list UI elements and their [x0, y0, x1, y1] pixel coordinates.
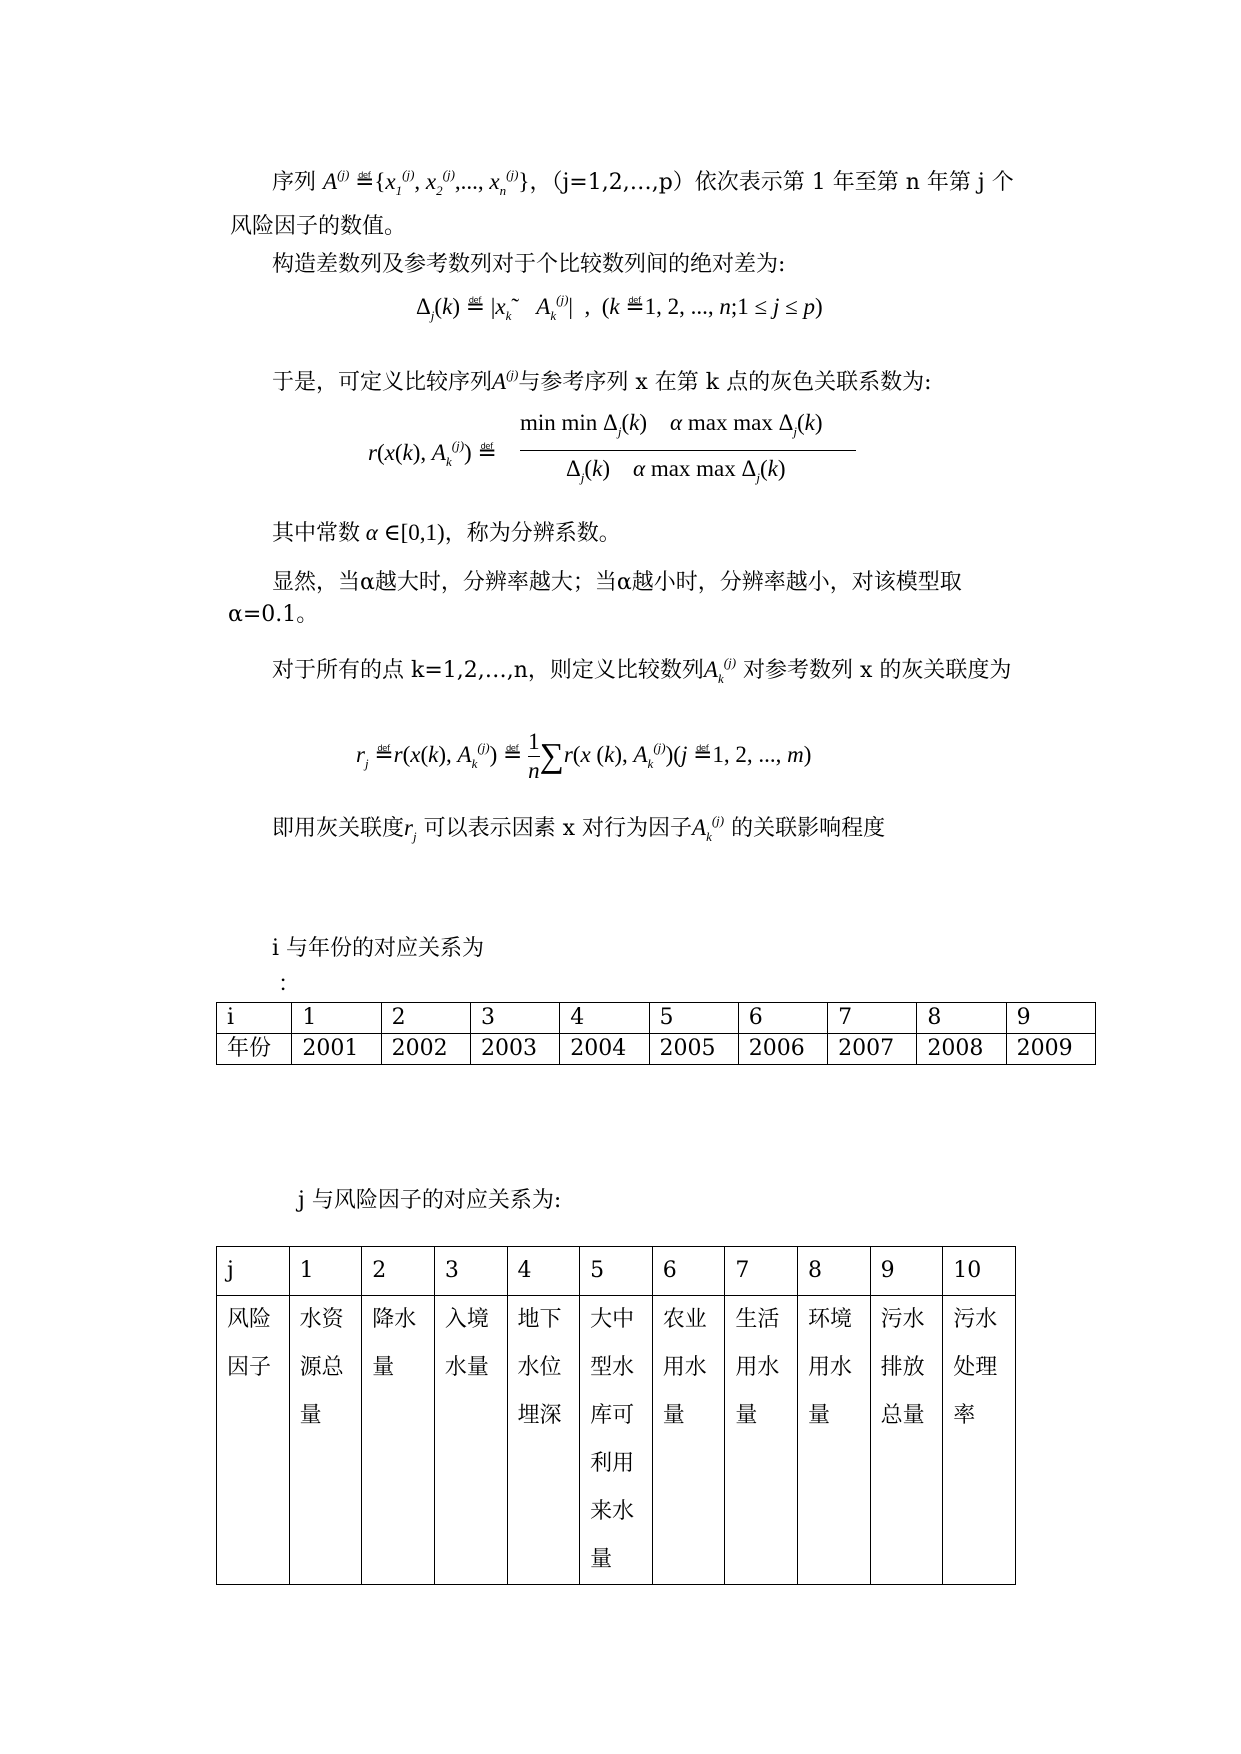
table-cell: 2007 — [828, 1034, 917, 1065]
text-line-4: 于是，可定义比较序列$A^{(j)}$与参考序列 x 在第 k 点的灰色关联系数为: — [272, 367, 932, 395]
factor-table — [216, 1246, 1016, 1585]
text-line-1: 序列 $A^{(j)}$ $≝\{x_1^{(j)}$, $x_2^{(j)}$,..., $x_n^{(j)}$}，（j=1,2,…,p）依次表示第 1 年至第 n 年第 j 个 — [272, 167, 1014, 198]
cell-text-line: 大中 — [590, 1307, 635, 1332]
text-line-3: 构造差数列及参考数列对于个比较数列间的绝对差为: — [272, 252, 786, 277]
cell-text-line: 量 — [735, 1403, 758, 1428]
cell-text-line: 污水 — [953, 1307, 998, 1332]
table-cell: 2005 — [649, 1034, 738, 1065]
table-row — [217, 1034, 1096, 1065]
cell-text-line: 用水 — [662, 1355, 707, 1380]
table-cell: 5 — [580, 1247, 653, 1296]
cell-text-line: 利用 — [590, 1451, 635, 1476]
cell-text-line: 因子 — [227, 1355, 272, 1380]
cell-text-line: 入境 — [444, 1307, 489, 1332]
table-cell: 1 — [292, 1003, 381, 1034]
cell-text-line: 库可 — [590, 1403, 635, 1428]
text-line-2: 风险因子的数值。 — [230, 214, 407, 239]
table-cell — [434, 1296, 507, 1585]
text-line-5: 其中常数 α ∈[0,1)，称为分辨系数。 — [272, 520, 621, 546]
cell-text-line: 处理 — [953, 1355, 998, 1380]
text-line-7: α=0.1。 — [228, 602, 319, 627]
cell-text-line: 风险 — [227, 1307, 272, 1332]
cell-text-line: 生活 — [735, 1307, 780, 1332]
fraction-bar — [520, 450, 856, 451]
cell-text-line: 水资 — [299, 1307, 344, 1332]
table-cell: 3 — [434, 1247, 507, 1296]
cell-text-line: 来水 — [590, 1499, 635, 1524]
table-cell: 9 — [1006, 1003, 1095, 1034]
table-cell: 3 — [470, 1003, 559, 1034]
cell-text-line: 率 — [953, 1403, 976, 1428]
text-line-9: 即用灰关联度$r_j$ 可以表示因素 x 对行为因子$A_k^{(j)}$ 的关联影响程度 — [272, 813, 886, 844]
grey-coefficient-denominator: $\Delta_j(k)$ α $\max \max \Delta_j(k)$ — [566, 456, 786, 485]
cell-text-line: 水位 — [517, 1355, 562, 1380]
abs-diff-formula: $\Delta_j(k)$ ≝ $|x_k˜$ $A_k^{(j)}|$ , (k ≝1, 2, ..., n;1 ≤ j ≤ p) — [416, 292, 823, 323]
table-cell: j — [217, 1247, 290, 1296]
i-table-colon: ： — [278, 972, 301, 997]
year-table — [216, 1002, 1096, 1065]
cell-text-line: 量 — [372, 1355, 395, 1380]
j-table-title: j 与风险因子的对应关系为: — [298, 1188, 562, 1213]
cell-text-line: 用水 — [735, 1355, 780, 1380]
cell-text-line: 水量 — [444, 1355, 489, 1380]
table-cell: 2 — [381, 1003, 470, 1034]
table-cell — [289, 1296, 362, 1585]
table-cell: 2004 — [560, 1034, 649, 1065]
table-cell: 1 — [289, 1247, 362, 1296]
cell-text-line: 型水 — [590, 1355, 635, 1380]
table-cell: 2 — [362, 1247, 435, 1296]
table-cell: 6 — [652, 1247, 725, 1296]
cell-text-line: 环境 — [808, 1307, 853, 1332]
grey-coefficient-numerator: $\min \min \Delta_j(k)$ α $\max \max \Delta_j(k)$ — [520, 410, 823, 439]
table-cell — [652, 1296, 725, 1585]
table-cell: 年份 — [217, 1034, 292, 1065]
table-cell: 4 — [507, 1247, 580, 1296]
table-cell: 9 — [870, 1247, 943, 1296]
table-cell: 2006 — [738, 1034, 827, 1065]
cell-text-line: 源总 — [299, 1355, 344, 1380]
table-cell: 7 — [828, 1003, 917, 1034]
relational-degree-formula: $r_j$ ≝r(x(k), $A_k^{(j)}$) ≝ $\frac{1}{n}$ ∑r(x (k), $A_k^{(j)})(j$ ≝1, 2, ..., m) — [356, 729, 812, 783]
grey-coefficient-lhs: r(x(k), $A_k^{(j)}$) ≝ — [368, 438, 497, 469]
table-cell — [725, 1296, 798, 1585]
table-cell: 2003 — [470, 1034, 559, 1065]
cell-text-line: 农业 — [662, 1307, 707, 1332]
table-cell: 8 — [798, 1247, 871, 1296]
table-cell: 2008 — [917, 1034, 1006, 1065]
table-cell: 4 — [560, 1003, 649, 1034]
sequence-formula: $A^{(j)}$ $≝\{x_1^{(j)}$, $x_2^{(j)}$,..., $x_n^{(j)}$} — [323, 167, 530, 198]
table-cell: 6 — [738, 1003, 827, 1034]
table-cell: 2001 — [292, 1034, 381, 1065]
table-row — [217, 1296, 1016, 1585]
table-cell — [362, 1296, 435, 1585]
table-cell — [217, 1296, 290, 1585]
cell-text-line: 总量 — [880, 1403, 925, 1428]
cell-text-line: 量 — [299, 1403, 322, 1428]
cell-text-line: 量 — [662, 1403, 685, 1428]
i-table-title: i 与年份的对应关系为 — [272, 936, 485, 961]
cell-text-line: 地下 — [517, 1307, 562, 1332]
cell-text-line: 埋深 — [517, 1403, 562, 1428]
table-row — [217, 1003, 1096, 1034]
table-cell: 5 — [649, 1003, 738, 1034]
table-cell — [798, 1296, 871, 1585]
cell-text-line: 量 — [808, 1403, 831, 1428]
table-cell — [870, 1296, 943, 1585]
table-cell — [943, 1296, 1016, 1585]
cell-text-line: 排放 — [880, 1355, 925, 1380]
text-line-8: 对于所有的点 k=1,2,…,n，则定义比较数列$A_k^{(j)}$ 对参考数列 x 的灰关联度为 — [272, 655, 1012, 686]
cell-text-line: 污水 — [880, 1307, 925, 1332]
table-cell: 2009 — [1006, 1034, 1095, 1065]
cell-text-line: 用水 — [808, 1355, 853, 1380]
table-cell: 7 — [725, 1247, 798, 1296]
table-cell — [507, 1296, 580, 1585]
text-line-6: 显然，当α越大时，分辨率越大；当α越小时，分辨率越小，对该模型取 — [272, 570, 962, 595]
table-cell: 10 — [943, 1247, 1016, 1296]
table-cell: i — [217, 1003, 292, 1034]
table-row — [217, 1247, 1016, 1296]
table-cell: 8 — [917, 1003, 1006, 1034]
cell-text-line: 量 — [590, 1547, 613, 1572]
table-cell — [580, 1296, 653, 1585]
cell-text-line: 降水 — [372, 1307, 417, 1332]
table-cell: 2002 — [381, 1034, 470, 1065]
